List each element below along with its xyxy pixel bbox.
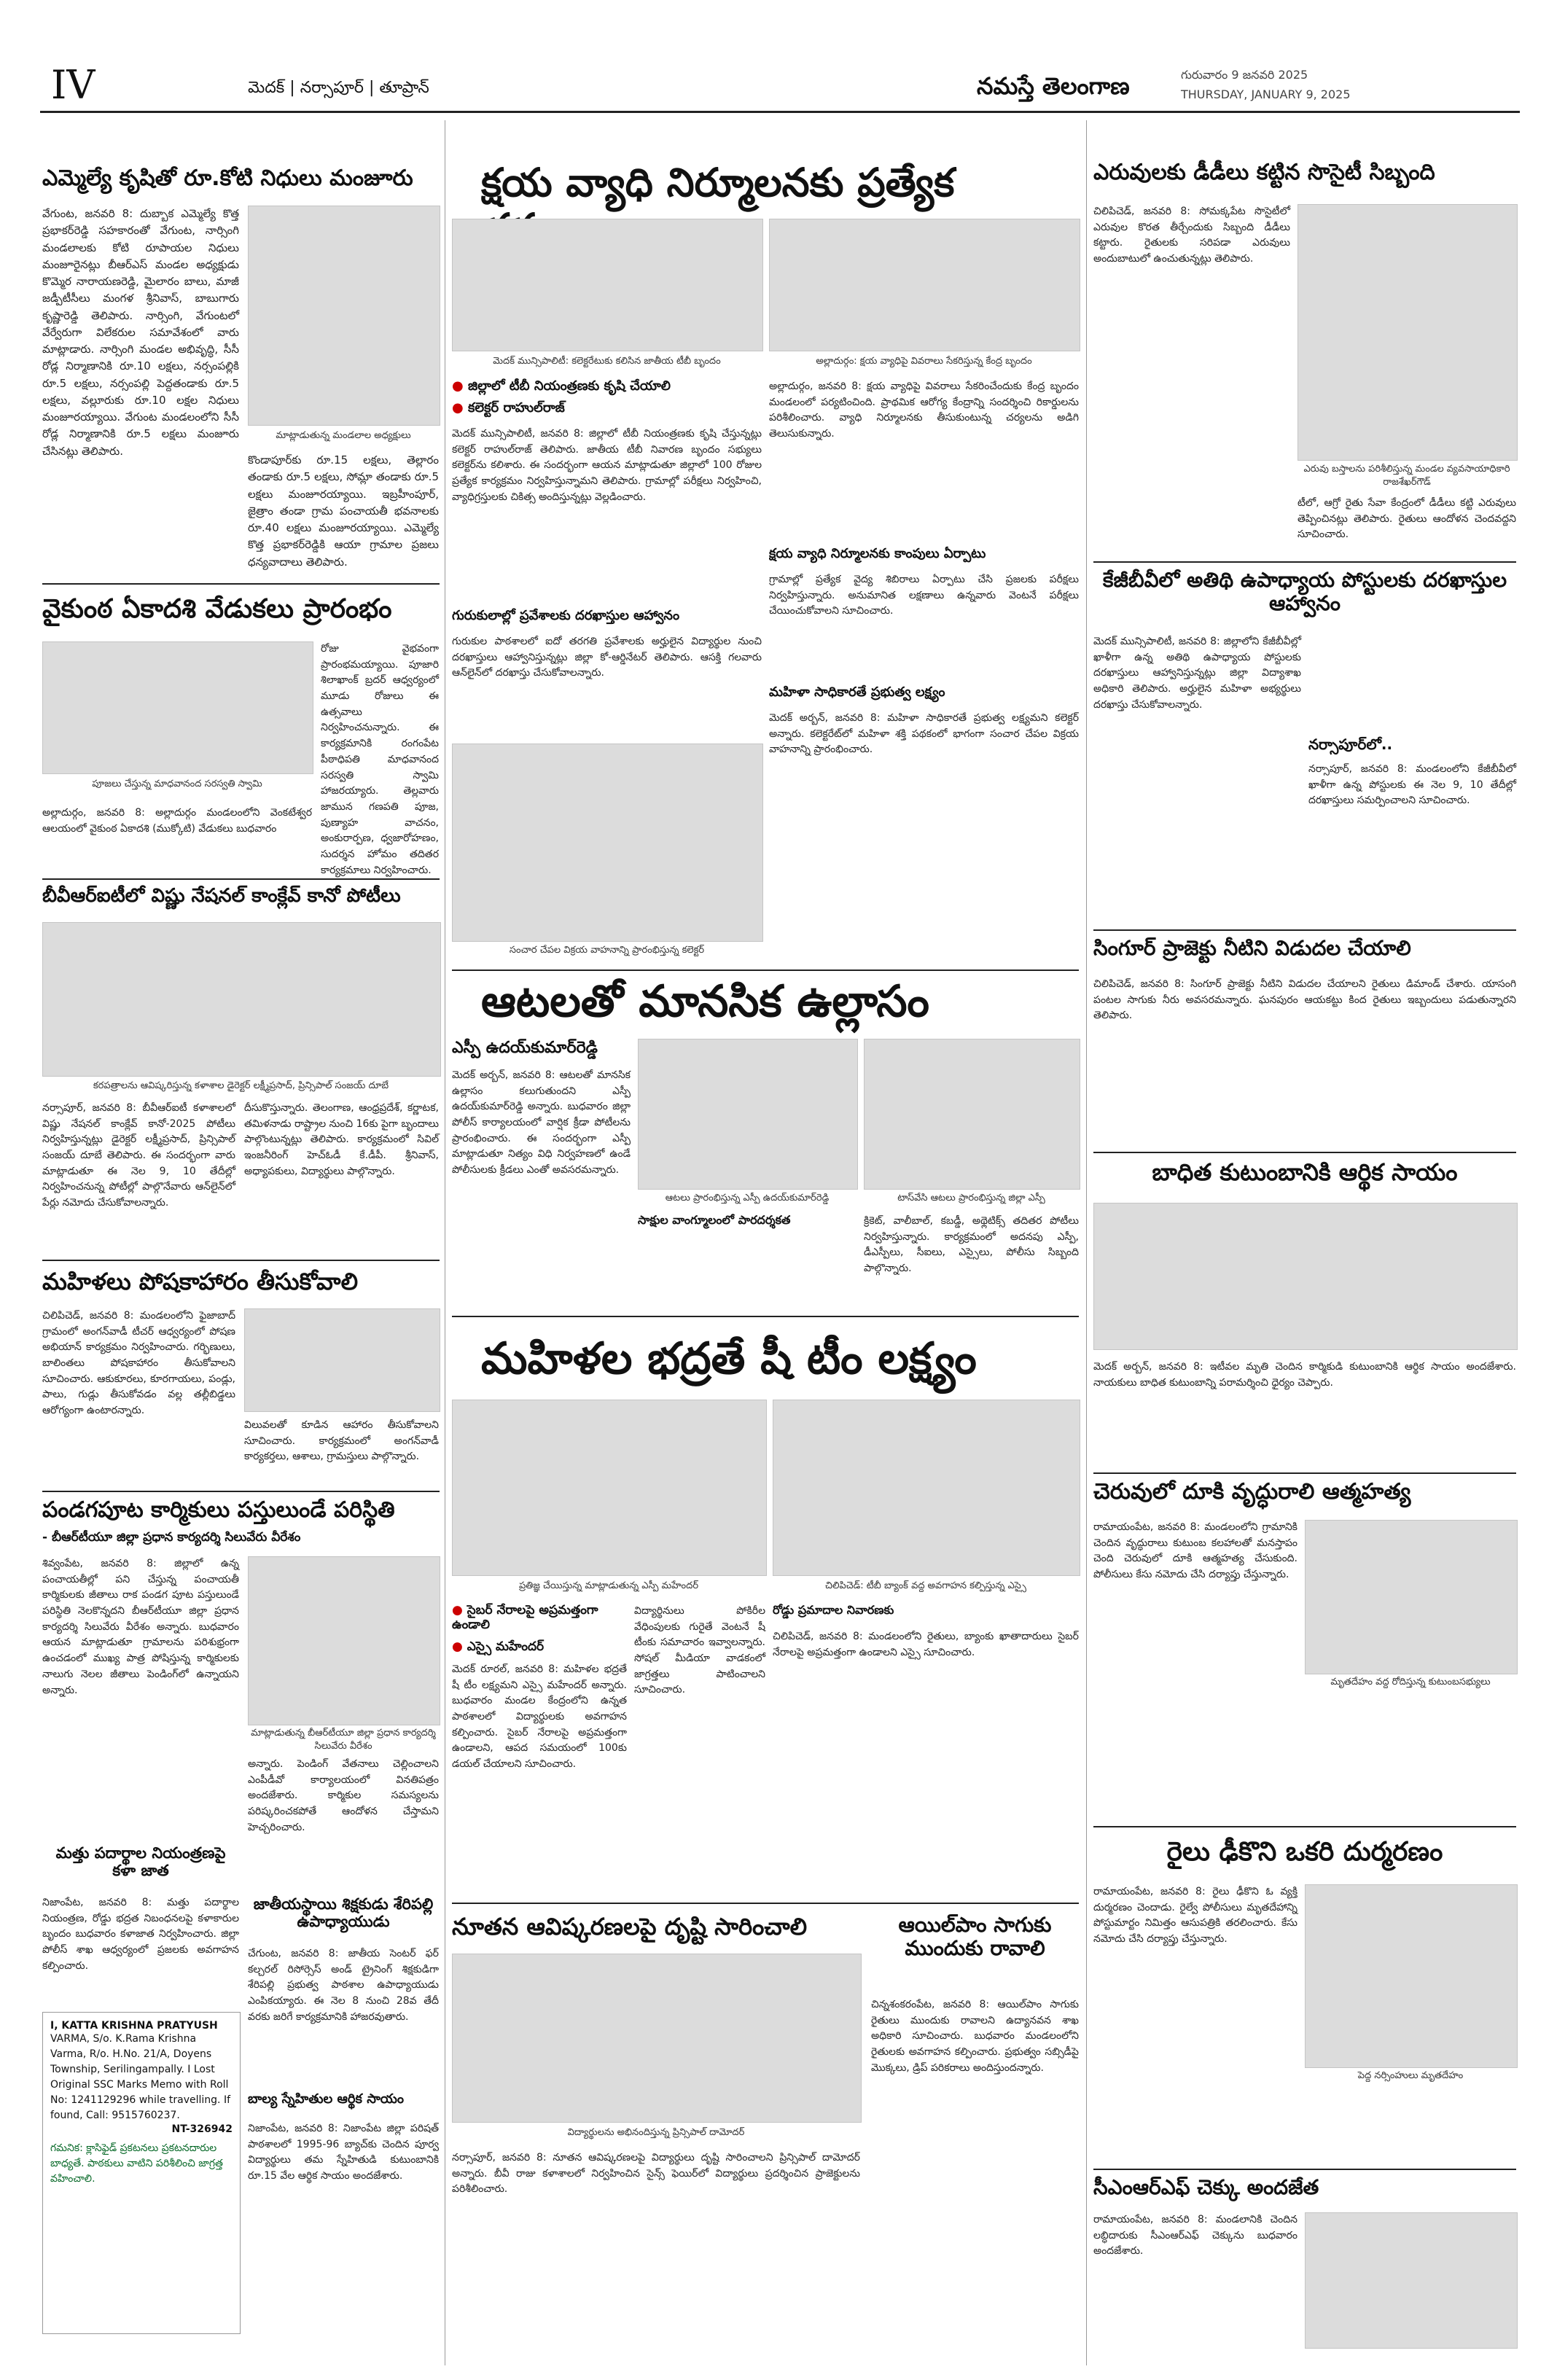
s3-body: నర్సాపూర్, జనవరి 8: బీవీఆర్ఐటీ కళాశాలలో విష్ణు నేషనల్ కాంక్లేవ్ కానో-2025 పోటీలు నిర్వహిస్తున్నట్లు డైరెక్టర్ లక్ష్మీప్రసాద్, ప్రిన్సిపాల్ సంజయ్ దూబే తెలిపారు. ఈ సందర్భంగా వారు మాట్లాడుతూ ఈ నెల 9, 10 తేదీల్లో నిర్వహించనున్న పోటీల్లో పాల్గొనేవారు ఆన్‌లైన్‌లో పేర్లు నమోదు చేసుకోవాలన్నారు. xyxy=(42,1102,235,1209)
r2-rule xyxy=(1093,929,1516,931)
lead-body-1: మెదక్ మున్సిపాలిటీ, జనవరి 8: జిల్లాలో టీబీ నియంత్రణకు కృషి చేస్తున్నట్లు కలెక్టర్ రాహుల్‌రాజ్ తెలిపారు. జాతీయ టీబీ నివారణ బృందం సభ్యులు కలెక్టర్‌ను కలిశారు. ఈ సందర్భంగా ఆయన మాట్లాడుతూ జిల్లాలో 100 రోజుల ప్రత్యేక కార్యక్రమం నిర్వహిస్తున్నామని తెలిపారు. గ్రామాల్లో పరీక్షలు నిర్వహించి, వ్యాధిగ్రస్తులకు చికిత్స అందిస్తున్నట్లు వెల్లడించారు. xyxy=(452,428,762,503)
lead-photo-2 xyxy=(769,219,1080,351)
shield-caption-2: చిలిపిచెడ్: టీబీ బ్యాంక్ వద్ద అవగాహన కల్పిస్తున్న ఎస్సై xyxy=(825,1580,1026,1591)
date-en: THURSDAY, JANUARY 9, 2025 xyxy=(1181,87,1351,101)
r5-caption: మృతదేహం వద్ద రోదిస్తున్న కుటుంబసభ్యులు xyxy=(1330,1677,1491,1688)
s7-headline: జాతీయస్థాయి శిక్షకుడు శేరిపల్లి ఉపాధ్యాయుడు xyxy=(253,1895,434,1931)
lead-photo-1 xyxy=(452,219,763,351)
s4-photo xyxy=(244,1308,440,1412)
sports-subhead: ఎస్పీ ఉదయ్‌కుమార్‌రెడ్డి xyxy=(452,1039,598,1057)
shield-bullet-2: ● ఎస్సై మహేందర్ xyxy=(452,1640,627,1655)
s6-body: నిజాంపేట, జనవరి 8: మత్తు పదార్థాల నియంత్రణ, రోడ్డు భద్రత నిబంధనలపై కళాకారుల బృందం బుధవారం కళాజాత నిర్వహించారు. జిల్లా పోలీస్ శాఖ ఆధ్వర్యంలో ప్రజలకు అవగాహన కల్పించారు. xyxy=(42,1897,239,1972)
innov-body: నర్సాపూర్, జనవరి 8: నూతన ఆవిష్కరణలపై విద్యార్థులు దృష్టి సారించాలని ప్రిన్సిపాల్ దామోదర్ అన్నారు. బీవీ రాజు కళాశాలలో నిర్వహించిన సైన్స్ ఫెయిర్‌లో విద్యార్థులు ప్రదర్శించిన ప్రాజెక్టులను పరిశీలించారు. xyxy=(452,2152,860,2196)
s5-body: శివ్వంపేట, జనవరి 8: జిల్లాలో ఉన్న పంచాయతీల్లో పని చేస్తున్న పంచాయతీ కార్మికులకు జీతాలు రాక పండగ పూట పస్తులుండే పరిస్థితి నెలకొన్నదని బీఆర్‌టీయూ జిల్లా ప్రధాన కార్యదర్శి సిలువేరు వీరేశం అన్నారు. బుధవారం ఆయన మాట్లాడుతూ గ్రామాలను పరిశుభ్రంగా ఉంచడంలో ముఖ్య పాత్ర పోషిస్తున్న కార్మికులకు నాలుగు నెలల జీతాలు పెండింగ్‌లో ఉన్నాయని అన్నారు. xyxy=(42,1558,239,1696)
r4-body: మెదక్ అర్బన్, జనవరి 8: ఇటీవల మృతి చెందిన కార్మికుడి కుటుంబానికి ఆర్థిక సాయం అందజేశారు. నాయకులు బాధిత కుటుంబాన్ని పరామర్శించి ధైర్యం చెప్పారు. xyxy=(1093,1361,1516,1389)
r3-headline: సింగూర్ ప్రాజెక్టు నీటిని విడుదల చేయాలి xyxy=(1093,936,1411,960)
sports-headline: ఆటలతో మానసిక ఉల్లాసం xyxy=(481,976,929,1027)
sports-body: మెదక్ అర్బన్, జనవరి 8: ఆటలతో మానసిక ఉల్లాసం కలుగుతుందని ఎస్పీ ఉదయ్‌కుమార్‌రెడ్డి అన్నారు. బుధవారం జిల్లా పోలీస్ కార్యాలయంలో వార్షిక క్రీడా పోటీలను ప్రారంభించారు. ఈ సందర్భంగా ఎస్పీ మాట్లాడుతూ నిత్యం విధి నిర్వహణలో ఉండే పోలీసులకు క్రీడలు ఎంతో అవసరమన్నారు. xyxy=(452,1069,631,1177)
r2-headline: కేజీబీవీలో అతిథి ఉపాధ్యాయ పోస్టులకు దరఖాస్తుల ఆహ్వానం xyxy=(1102,568,1507,616)
shield-body-3: చిలిపిచెడ్, జనవరి 8: మండలంలోని రైతులు, బ్యాంకు ఖాతాదారులు సైబర్ నేరాలపై అప్రమత్తంగా ఉండాలని ఎస్సై సూచించారు. xyxy=(773,1631,1079,1658)
s2-photo xyxy=(42,641,313,774)
s7-body: చేగుంట, జనవరి 8: జాతీయ సెంటర్ ఫర్ కల్చరల్ రిసోర్సెస్ అండ్ ట్రైనింగ్ శిక్షకుడిగా శేరిపల్లి ప్రభుత్వ పాఠశాల ఉపాధ్యాయుడు ఎంపికయ్యారు. ఈ నెల 8 నుంచి 28వ తేదీ వరకు జరిగే కార్యక్రమానికి హాజరవుతారు. xyxy=(248,1948,439,2023)
r2-subhead: నర్సాపూర్‌లో.. xyxy=(1308,736,1393,753)
r1-body: చిలిపిచెడ్, జనవరి 8: సోమక్కపేట సొసైటీలో ఎరువుల కొరత తీర్చేందుకు సిబ్బంది డీడీలు కట్టారు. రైతులకు సరిపడా ఎరువులు అందుబాటులో ఉంచుతున్నట్లు తెలిపారు. xyxy=(1093,206,1290,265)
s4-body: చిలిపిచెడ్, జనవరి 8: మండలంలోని ఫైజాబాద్ గ్రామంలో అంగన్‌వాడీ టీచర్ ఆధ్వర్యంలో పోషణ అభియాన్ కార్యక్రమం నిర్వహించారు. గర్భిణులు, బాలింతలు పోషకాహారం తీసుకోవాలని సూచించారు. ఆకుకూరలు, కూరగాయలు, పండ్లు, పాలు, గుడ్లు తీసుకోవడం వల్ల తల్లీబిడ్డలు ఆరోగ్యంగా ఉంటారన్నారు. xyxy=(42,1310,235,1417)
shield-body-2: విద్యార్థినులు పోకిరీల వేధింపులకు గురైతే వెంటనే షీ టీంకు సమాచారం ఇవ్వాలన్నారు. సోషల్ మీడియా వాడకంలో జాగ్రత్తలు పాటించాలని సూచించారు. xyxy=(634,1605,765,1696)
r3-rule xyxy=(1093,1152,1516,1153)
shield-body: మెదక్ రూరల్, జనవరి 8: మహిళల భద్రతే షీ టీం లక్ష్యమని ఎస్సై మహేందర్ అన్నారు. బుధవారం మండల కేంద్రంలోని ఉన్నత పాఠశాలలో విద్యార్థులకు అవగాహన కల్పించారు. సైబర్ నేరాలపై అప్రమత్తంగా ఉండాలని, ఆపద సమయంలో 100కు డయల్ చేయాలని సూచించారు. xyxy=(452,1663,627,1771)
r1-photo xyxy=(1298,204,1518,461)
s3-headline: బీవీఆర్ఐటీలో విష్ణు నేషనల్ కాంక్లేవ్ కానో పోటీలు xyxy=(42,885,401,907)
sports-caption-1: ఆటలు ప్రారంభిస్తున్న ఎస్పీ ఉదయ్‌కుమార్‌రెడ్డి xyxy=(665,1193,830,1203)
small-headline: బాల్య స్నేహితుల ఆర్థిక సాయం xyxy=(248,2091,405,2107)
notice-title: I, KATTA KRISHNA PRATYUSH xyxy=(50,2020,218,2032)
r6-rule xyxy=(1093,2169,1516,2170)
r6-photo xyxy=(1305,1884,1518,2068)
shield-headline: మహిళల భద్రతే షీ టీం లక్ష్యం xyxy=(481,1333,977,1384)
notice-code: NT-326942 xyxy=(171,2123,233,2136)
r2-body2: నర్సాపూర్, జనవరి 8: మండలంలోని కేజీబీవీలో ఖాళీగా ఉన్న పోస్టులకు ఈ నెల 9, 10 తేదీల్లో దరఖాస్తులు సమర్పించాలని సూచించారు. xyxy=(1308,763,1516,807)
s2-body2: అల్లాదుర్గం, జనవరి 8: అల్లాదుర్గం మండలంలోని వెంకటేశ్వర ఆలయంలో వైకుంఠ ఏకాదశి (ముక్కోటి) వేడుకలు బుధవారం xyxy=(42,807,312,835)
lead-caption-1: మెదక్ మున్సిపాలిటీ: కలెక్టరేటుకు కలిసిన జాతీయ టీబీ బృందం xyxy=(493,356,721,367)
s4-rule xyxy=(42,1491,440,1492)
r5-body: రామాయంపేట, జనవరి 8: మండలంలోని గ్రామానికి చెందిన వృద్ధురాలు కుటుంబ కలహాలతో మనస్తాపం చెంది చెరువులో దూకి ఆత్మహత్య చేసుకుంది. పోలీసులు కేసు నమోదు చేసి దర్యాప్తు చేస్తున్నారు. xyxy=(1093,1521,1298,1581)
notice-warning: గమనిక: క్లాసిఫైడ్ ప్రకటనలు ప్రకటనదారుల బాధ్యతే. పాఠకులు వాటిని పరిశీలించి జాగ్రత్త వహించాలి. xyxy=(50,2142,223,2185)
r2-body: మెదక్ మున్సిపాలిటీ, జనవరి 8: జిల్లాలోని కేజీబీవీల్లో ఖాళీగా ఉన్న అతిథి ఉపాధ్యాయ పోస్టులకు దరఖాస్తులు ఆహ్వానిస్తున్నట్లు జిల్లా విద్యాశాఖ అధికారి తెలిపారు. అర్హులైన మహిళా అభ్యర్థులు దరఖాస్తు చేసుకోవాలన్నారు. xyxy=(1093,636,1301,711)
lead-body-3: అల్లాదుర్గం, జనవరి 8: క్షయ వ్యాధిపై వివరాలు సేకరించేందుకు కేంద్ర బృందం మండలంలో పర్యటించింది. ప్రాథమిక ఆరోగ్య కేంద్రాన్ని సందర్శించి రికార్డులను పరిశీలించారు. వ్యాధి నిర్మూలనకు తీసుకుంటున్న చర్యలను అడిగి తెలుసుకున్నారు. xyxy=(769,381,1079,440)
r7-body: రామాయంపేట, జనవరి 8: మండలానికి చెందిన లబ్ధిదారుకు సీఎంఆర్ఎఫ్ చెక్కును బుధవారం అందజేశారు. xyxy=(1093,2214,1298,2258)
r1-headline: ఎరువులకు డీడీలు కట్టిన సొసైటీ సిబ్బంది xyxy=(1093,160,1435,185)
lead-bullet-1: ● జిల్లాలో టీబీ నియంత్రణకు కృషి చేయాలి xyxy=(452,379,762,394)
r4-headline: బాధిత కుటుంబానికి ఆర్థిక సాయం xyxy=(1152,1158,1458,1186)
col-rule-2 xyxy=(1086,120,1087,2365)
innov-photo xyxy=(452,1954,862,2123)
r1-body2: టీలో, ఆగ్రో రైతు సేవా కేంద్రంలో డీడీలు కట్టి ఎరువులు తెప్పించినట్లు తెలిపారు. రైతులు ఆందోళన చెందవద్దని సూచించారు. xyxy=(1298,497,1516,541)
lead-rule xyxy=(452,969,1079,971)
r5-photo xyxy=(1305,1520,1518,1674)
lead-subhead-4: మహిళా సాధికారతే ప్రభుత్వ లక్ష్యం xyxy=(769,684,945,700)
s5-caption: మాట్లాడుతున్న బీఆర్‌టీయూ జిల్లా ప్రధాన కార్యదర్శి సిలువేరు వీరేశం xyxy=(251,1728,436,1752)
notice-body: VARMA, S/o. K.Rama Krishna Varma, R/o. H.No. 21/A, Doyens Township, Serilingampally. I Lost Original SSC Marks Memo with Roll No: 1241129296 while travelling. If found, Call: 9515760237. xyxy=(50,2033,231,2122)
lead-body-5: మెదక్ అర్బన్, జనవరి 8: మహిళా సాధికారతే ప్రభుత్వ లక్ష్యమని కలెక్టర్ అన్నారు. కలెక్టరేట్‌లో మహిళా శక్తి పథకంలో భాగంగా సంచార చేపల విక్రయ వాహనాన్ని ప్రారంభించారు. xyxy=(769,712,1079,756)
sports-photo-1 xyxy=(638,1039,858,1190)
r6-headline: రైలు ఢీకొని ఒకరి దుర్మరణం xyxy=(1166,1837,1443,1867)
s2-rule xyxy=(42,878,440,880)
r6-caption: పెద్ద నర్సింహులు మృతదేహం xyxy=(1357,2070,1464,2081)
paper-name: నమస్తే తెలంగాణ xyxy=(977,72,1130,100)
oil-body: చిన్నశంకరంపేట, జనవరి 8: ఆయిల్‌పాం సాగుకు రైతులు ముందుకు రావాలని ఉద్యానవన శాఖ అధికారి సూచించారు. బుధవారం మండలంలోని రైతులకు అవగాహన కల్పించారు. ప్రభుత్వం సబ్సిడీపై మొక్కలు, డ్రిప్ పరికరాలు అందిస్తుందన్నారు. xyxy=(871,1999,1079,2074)
shield-photo-2 xyxy=(773,1400,1080,1576)
sports-subhead-2: సాక్షుల వాంగ్మూలంలో పారదర్శకత xyxy=(638,1213,791,1227)
classified-notice xyxy=(42,2012,241,2334)
page-number: IV xyxy=(51,62,95,108)
lead-body-4: గ్రామాల్లో ప్రత్యేక వైద్య శిబిరాలు ఏర్పాటు చేసి ప్రజలకు పరీక్షలు నిర్వహిస్తున్నారు. అనుమానిత లక్షణాలు ఉన్నవారు వెంటనే పరీక్షలు చేయించుకోవాలని సూచించారు. xyxy=(769,574,1079,617)
s4-body2: విలువలతో కూడిన ఆహారం తీసుకోవాలని సూచించారు. కార్యక్రమంలో అంగన్‌వాడీ కార్యకర్తలు, ఆశాలు, గ్రామస్తులు పాల్గొన్నారు. xyxy=(244,1419,439,1463)
s3-photo xyxy=(42,922,441,1077)
s2-headline: వైకుంఠ ఏకాదశి వేడుకలు ప్రారంభం xyxy=(42,594,392,624)
s2-body: రోజు వైభవంగా ప్రారంభమయ్యాయి. పూజారి శిలాఖాంక్ బ్రదర్ ఆధ్వర్యంలో మూడు రోజులు ఈ ఉత్సవాలు నిర్వహించనున్నారు. ఈ కార్యక్రమానికి రంగంపేట పీఠాధిపతి మాధవానంద సరస్వతి స్వామి హాజరయ్యారు. తెల్లవారు జామున గణపతి పూజ, పుణ్యాహ వాచనం, అంకురార్పణ, ధ్వజారోహణం, సుదర్శన హోమం తదితర కార్యక్రమాలు నిర్వహించారు. xyxy=(321,643,439,876)
s5-body2: అన్నారు. పెండింగ్ వేతనాలు చెల్లించాలని ఎంపీడీవో కార్యాలయంలో వినతిపత్రం అందజేశారు. కార్మికుల సమస్యలను పరిష్కరించకపోతే ఆందోళన చేస్తామని హెచ్చరించారు. xyxy=(248,1758,439,1833)
s1-caption: మాట్లాడుతున్న మండలాల అధ్యక్షులు xyxy=(276,430,411,441)
date-te: గురువారం 9 జనవరి 2025 xyxy=(1181,68,1308,82)
shield-bullet-1: ● సైబర్ నేరాలపై అప్రమత్తంగా ఉండాలి xyxy=(452,1604,627,1632)
lead-subhead-2: గురుకులాల్లో ప్రవేశాలకు దరఖాస్తుల ఆహ్వానం xyxy=(452,608,680,623)
lead-body-2: గురుకుల పాఠశాలలో ఐదో తరగతి ప్రవేశాలకు అర్హులైన విద్యార్థుల నుంచి దరఖాస్తులు ఆహ్వానిస్తున్నట్లు జిల్లా కో-ఆర్డినేటర్ తెలిపారు. ఆసక్తి గలవారు ఆన్‌లైన్‌లో దరఖాస్తు చేసుకోవాలన్నారు. xyxy=(452,636,762,679)
s1-photo xyxy=(248,206,440,426)
shield-subhead-3: రోడ్డు ప్రమాదాల నివారణకు xyxy=(773,1603,894,1617)
r5-headline: చెరువులో దూకి వృద్ధురాలి ఆత్మహత్య xyxy=(1093,1479,1411,1505)
s4-headline: మహిళలు పోషకాహారం తీసుకోవాలి xyxy=(42,1268,359,1295)
masthead-rule xyxy=(40,111,1520,113)
shield-photo-1 xyxy=(452,1400,767,1576)
s3-caption: కరపత్రాలను ఆవిష్కరిస్తున్న కళాశాల డైరెక్టర్ లక్ష్మీప్రసాద్, ప్రిన్సిపాల్ సంజయ్ దూబే xyxy=(93,1080,389,1091)
r4-photo xyxy=(1093,1203,1518,1350)
s1-rule xyxy=(42,583,440,585)
s3-rule xyxy=(42,1260,440,1261)
sports-body-2: క్రికెట్, వాలీబాల్, కబడ్డీ, అథ్లెటిక్స్ తదితర పోటీలు నిర్వహిస్తున్నారు. కార్యక్రమంలో అదనపు ఎస్పీ, డీఎస్పీలు, సీఐలు, ఎస్సైలు, పోలీసు సిబ్బంది పాల్గొన్నారు. xyxy=(864,1215,1079,1275)
s3-body2: దీసుకొస్తున్నారు. తెలంగాణ, ఆంధ్రప్రదేశ్, కర్ణాటక, తమిళనాడు రాష్ట్రాల నుంచి 16కు పైగా బృందాలు పాల్గొంటున్నట్లు తెలిపారు. కార్యక్రమంలో సివిల్ ఇంజనీరింగ్ హెచ్ఓడీ కే.డీపీ. శ్రీనివాస్, అధ్యాపకులు, విద్యార్థులు పాల్గొన్నారు. xyxy=(244,1102,439,1177)
lead-caption-2: అల్లాదుర్గం: క్షయ వ్యాధిపై వివరాలు సేకరిస్తున్న కేంద్ర బృందం xyxy=(816,356,1032,367)
r5-rule xyxy=(1093,1826,1516,1827)
r6-body: రామాయంపేట, జనవరి 8: రైలు ఢీకొని ఓ వ్యక్తి దుర్మరణం చెందాడు. రైల్వే పోలీసులు మృతదేహాన్ని పోస్టుమార్టం నిమిత్తం ఆసుపత్రికి తరలించారు. కేసు నమోదు చేసి దర్యాప్తు చేస్తున్నారు. xyxy=(1093,1886,1298,1946)
innov-headline: నూతన ఆవిష్కరణలపై దృష్టి సారించాలి xyxy=(452,1913,808,1940)
r1-caption: ఎరువు బస్తాలను పరిశీలిస్తున్న మండల వ్యవసాయాధికారి రాజశేఖర్‌గౌడ్ xyxy=(1303,464,1510,488)
lead-subhead-3: క్షయ వ్యాధి నిర్మూలనకు కాంపులు ఏర్పాటు xyxy=(769,546,986,561)
r4-rule xyxy=(1093,1472,1516,1474)
sports-rule xyxy=(452,1316,1079,1317)
r7-photo xyxy=(1305,2212,1518,2349)
oil-headline: ఆయిల్‌పాం సాగుకు ముందుకు రావాలి xyxy=(898,1913,1052,1961)
lead-photo-3 xyxy=(452,744,763,942)
r3-body: చిలిపిచెడ్, జనవరి 8: సింగూర్ ప్రాజెక్టు నీటిని విడుదల చేయాలని రైతులు డిమాండ్ చేశారు. యాసంగి పంటల సాగుకు నీరు అవసరమన్నారు. ఘనపురం ఆయకట్టు కింద రైతులు ఇబ్బందులు పడుతున్నారని తెలిపారు. xyxy=(1093,978,1516,1022)
s2-caption: పూజలు చేస్తున్న మాధవానంద సరస్వతి స్వామి xyxy=(92,779,262,789)
lead-bullet-2: ● కలెక్టర్ రాహుల్‌రాజ్ xyxy=(452,401,762,416)
r1-rule xyxy=(1093,561,1516,563)
s1-headline: ఎమ్మెల్యే కృషితో రూ.కోటి నిధులు మంజూరు xyxy=(42,165,413,191)
lead-caption-3: సంచార చేపల విక్రయ వాహనాన్ని ప్రారంభిస్తున్న కలెక్టర్ xyxy=(509,945,705,956)
r7-headline: సీఎంఆర్ఎఫ్ చెక్కు అందజేత xyxy=(1093,2175,1319,2199)
lead-headline: క్షయ వ్యాధి నిర్మూలనకు ప్రత్యేక xyxy=(481,160,955,206)
s1-body2: కొండాపూర్‌కు రూ.15 లక్షలు, తెల్లారం తండాకు రూ.5 లక్షలు, సోమ్లా తండాకు రూ.5 లక్షలు మంజూరయ్యాయి. ఇబ్రహీంపూర్, జైత్రాం తండా గ్రామ పంచాయతీ భవనాలకు రూ.40 లక్షలు మంజూరయ్యాయి. ఎమ్మెల్యే కొత్త ప్రభాకర్‌రెడ్డికి ఆయా గ్రామాల ప్రజలు ధన్యవాదాలు తెలిపారు. xyxy=(248,453,439,569)
s5-photo xyxy=(248,1556,440,1725)
small-body: నిజాంపేట, జనవరి 8: నిజాంపేట జిల్లా పరిషత్ పాఠశాలలో 1995-96 బ్యాచ్‌కు చెందిన పూర్వ విద్యార్థులు తమ స్నేహితుడి కుటుంబానికి రూ.15 వేల ఆర్థిక సాయం అందజేశారు. xyxy=(248,2123,439,2182)
section-label: మెదక్ | నర్సాపూర్ | తూప్రాన్ xyxy=(248,79,429,97)
innov-caption: విద్యార్థులను అభినందిస్తున్న ప్రిన్సిపాల్ దామోదర్ xyxy=(567,2127,745,2138)
sports-caption-2: టాస్‌వేసి ఆటలు ప్రారంభిస్తున్న జిల్లా ఎస్పీ xyxy=(897,1193,1045,1203)
s1-body: వేగుంట, జనవరి 8: దుబ్బాక ఎమ్మెల్యే కొత్త ప్రభాకర్‌రెడ్డి సహకారంతో వేగుంట, నార్సింగి మండలాలకు కోటి రూపాయల నిధులు మంజూరైనట్లు బీఆర్‌ఎస్ మండల అధ్యక్షుడు కొమ్మెర నారాయణరెడ్డి, మైలారం బాలు, మాజీ జడ్పీటీసీలు మంగళ శ్రీనివాస్, బాబుగారు కృష్ణారెడ్డి తెలిపారు. నార్సింగి, వేగుంటలో వేర్వేరుగా విలేకరుల సమావేశంలో వారు మాట్లాడారు. నార్సింగి మండల అభివృద్ధి, సీసీ రోడ్ల నిర్మాణానికి రూ.10 లక్షలు, నర్సంపల్లికి రూ.5 లక్షలు, నర్సంపల్లి పెద్దతండాకు రూ.5 లక్షలు, వల్లూరుకు రూ.10 లక్షల నిధులు మంజూరయ్యాయి. వేగుంట మండలంలోని సీసీ రోడ్ల నిర్మాణానికి రూ.5 లక్షలు మంజూరు చేసినట్లు తెలిపారు. xyxy=(42,207,239,458)
s5-subhead: - బీఆర్‌టీయూ జిల్లా ప్రధాన కార్యదర్శి సిలువేరు వీరేశం xyxy=(42,1530,301,1545)
sports-photo-2 xyxy=(864,1039,1080,1190)
shield-rule xyxy=(452,1903,1079,1904)
s5-headline: పండగపూట కార్మికులు పస్తులుండే పరిస్థితి xyxy=(42,1497,395,1523)
shield-caption-1: ప్రతిజ్ఞ చేయిస్తున్న మాట్లాడుతున్న ఎస్పీ మహేందర్ xyxy=(518,1580,699,1591)
s6-headline: మత్తు పదార్థాల నియంత్రణపై కళా జాత xyxy=(55,1844,226,1880)
